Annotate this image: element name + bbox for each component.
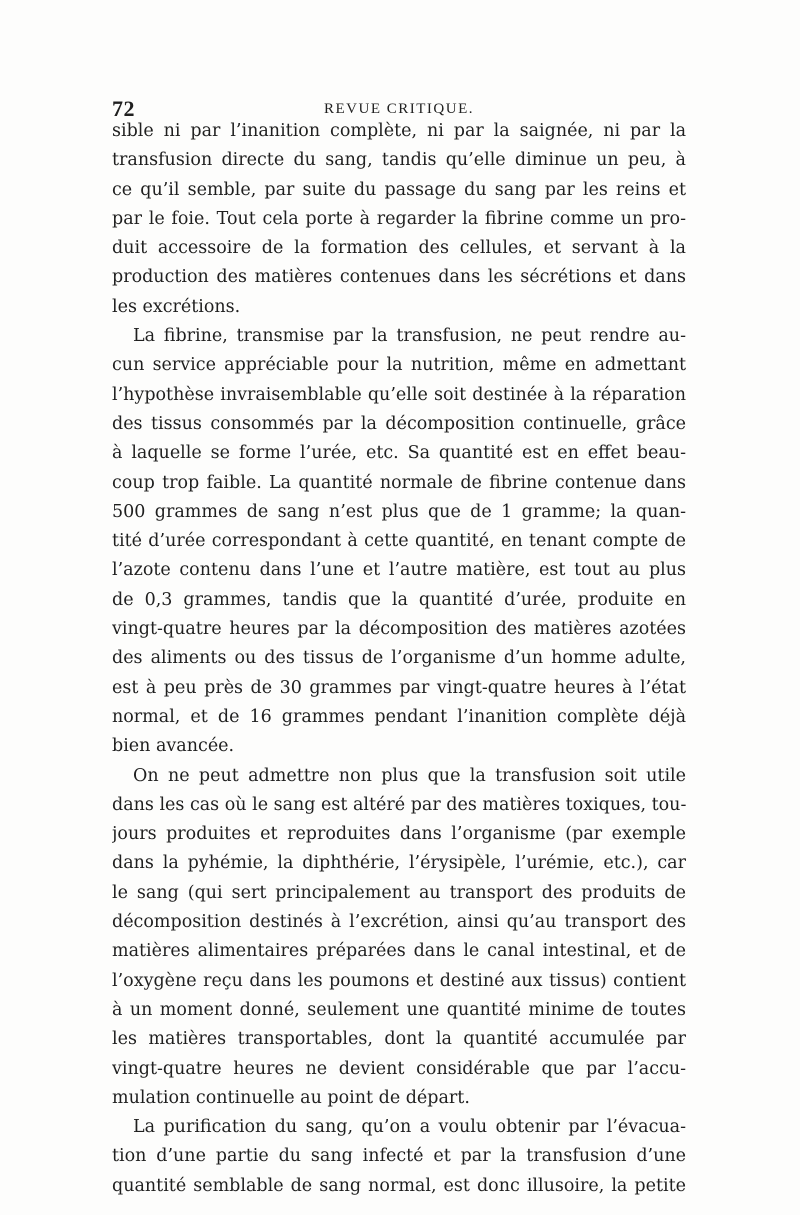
text-line: décomposition destinés à l’excrétion, ainsi qu’au transport des bbox=[112, 912, 686, 933]
text-line: La fibrine, transmise par la transfusion, ne peut rendre au- bbox=[133, 326, 686, 347]
text-line: mulation continuelle au point de départ. bbox=[112, 1087, 470, 1108]
text-line: tité d’urée correspondant à cette quantité, en tenant compte de bbox=[112, 531, 686, 552]
text-line: vingt-quatre heures par la décomposition des matières azotées bbox=[112, 619, 686, 640]
text-line: quantité semblable de sang normal, est donc illusoire, la petite bbox=[112, 1175, 686, 1196]
text-line: duit accessoire de la formation des cellules, et servant à la bbox=[112, 238, 686, 259]
text-line: bien avancée. bbox=[112, 736, 235, 757]
text-line: est à peu près de 30 grammes par vingt-quatre heures à l’état bbox=[112, 677, 686, 698]
text-line: de 0,3 grammes, tandis que la quantité d’urée, produite en bbox=[112, 589, 686, 610]
text-line: l’oxygène reçu dans les poumons et destiné aux tissus) contient bbox=[112, 970, 686, 991]
text-line: 500 grammes de sang n’est plus que de 1 gramme; la quan- bbox=[112, 501, 686, 522]
text-line: l’azote contenu dans l’une et l’autre matière, est tout au plus bbox=[112, 560, 686, 581]
text-line: à un moment donné, seulement une quantité minime de toutes bbox=[112, 999, 686, 1020]
text-line: le sang (qui sert principalement au transport des produits de bbox=[112, 882, 686, 903]
text-line: matières alimentaires préparées dans le canal intestinal, et de bbox=[112, 941, 686, 962]
text-line: On ne peut admettre non plus que la transfusion soit utile bbox=[133, 765, 686, 786]
text-line: par le foie. Tout cela porte à regarder la fibrine comme un pro- bbox=[112, 208, 686, 229]
text-line: transfusion directe du sang, tandis qu’elle diminue un peu, à bbox=[112, 150, 686, 171]
text-line: vingt-quatre heures ne devient considérable que par l’accu- bbox=[112, 1058, 686, 1079]
text-line: sible ni par l’inanition complète, ni par la saignée, ni par la bbox=[112, 121, 686, 141]
text-line: dans les cas où le sang est altéré par des matières toxiques, tou- bbox=[112, 794, 686, 815]
text-line: les excrétions. bbox=[112, 296, 241, 317]
text-line: tion d’une partie du sang infecté et par la transfusion d’une bbox=[112, 1146, 686, 1167]
page-number: 72 bbox=[112, 96, 135, 121]
text-line: La purification du sang, qu’on a voulu obtenir par l’évacua- bbox=[133, 1117, 686, 1138]
text-line: jours produites et reproduites dans l’organisme (par exemple bbox=[112, 824, 686, 845]
text-line: dans la pyhémie, la diphthérie, l’érysipèle, l’urémie, etc.), car bbox=[112, 853, 686, 874]
text-line: les matières transportables, dont la quantité accumulée par bbox=[112, 1029, 686, 1050]
text-line: cun service appréciable pour la nutrition, même en admettant bbox=[112, 355, 686, 376]
text-line: à laquelle se forme l’urée, etc. Sa quantité est en effet beau- bbox=[112, 443, 686, 464]
text-line: des tissus consommés par la décomposition continuelle, grâce bbox=[112, 413, 686, 434]
running-title: REVUE CRITIQUE. bbox=[324, 101, 474, 117]
text-line: coup trop faible. La quantité normale de fibrine contenue dans bbox=[112, 472, 686, 493]
text-line: l’hypothèse invraisemblable qu’elle soit destinée à la réparation bbox=[112, 384, 686, 405]
text-line: ce qu’il semble, par suite du passage du sang par les reins et bbox=[112, 179, 686, 200]
text-line: des aliments ou des tissus de l’organisme d’un homme adulte, bbox=[112, 648, 686, 669]
text-line: production des matières contenues dans les sécrétions et dans bbox=[112, 267, 686, 288]
body-text bbox=[112, 117, 686, 1201]
text-line: normal, et de 16 grammes pendant l’inanition complète déjà bbox=[112, 706, 686, 727]
